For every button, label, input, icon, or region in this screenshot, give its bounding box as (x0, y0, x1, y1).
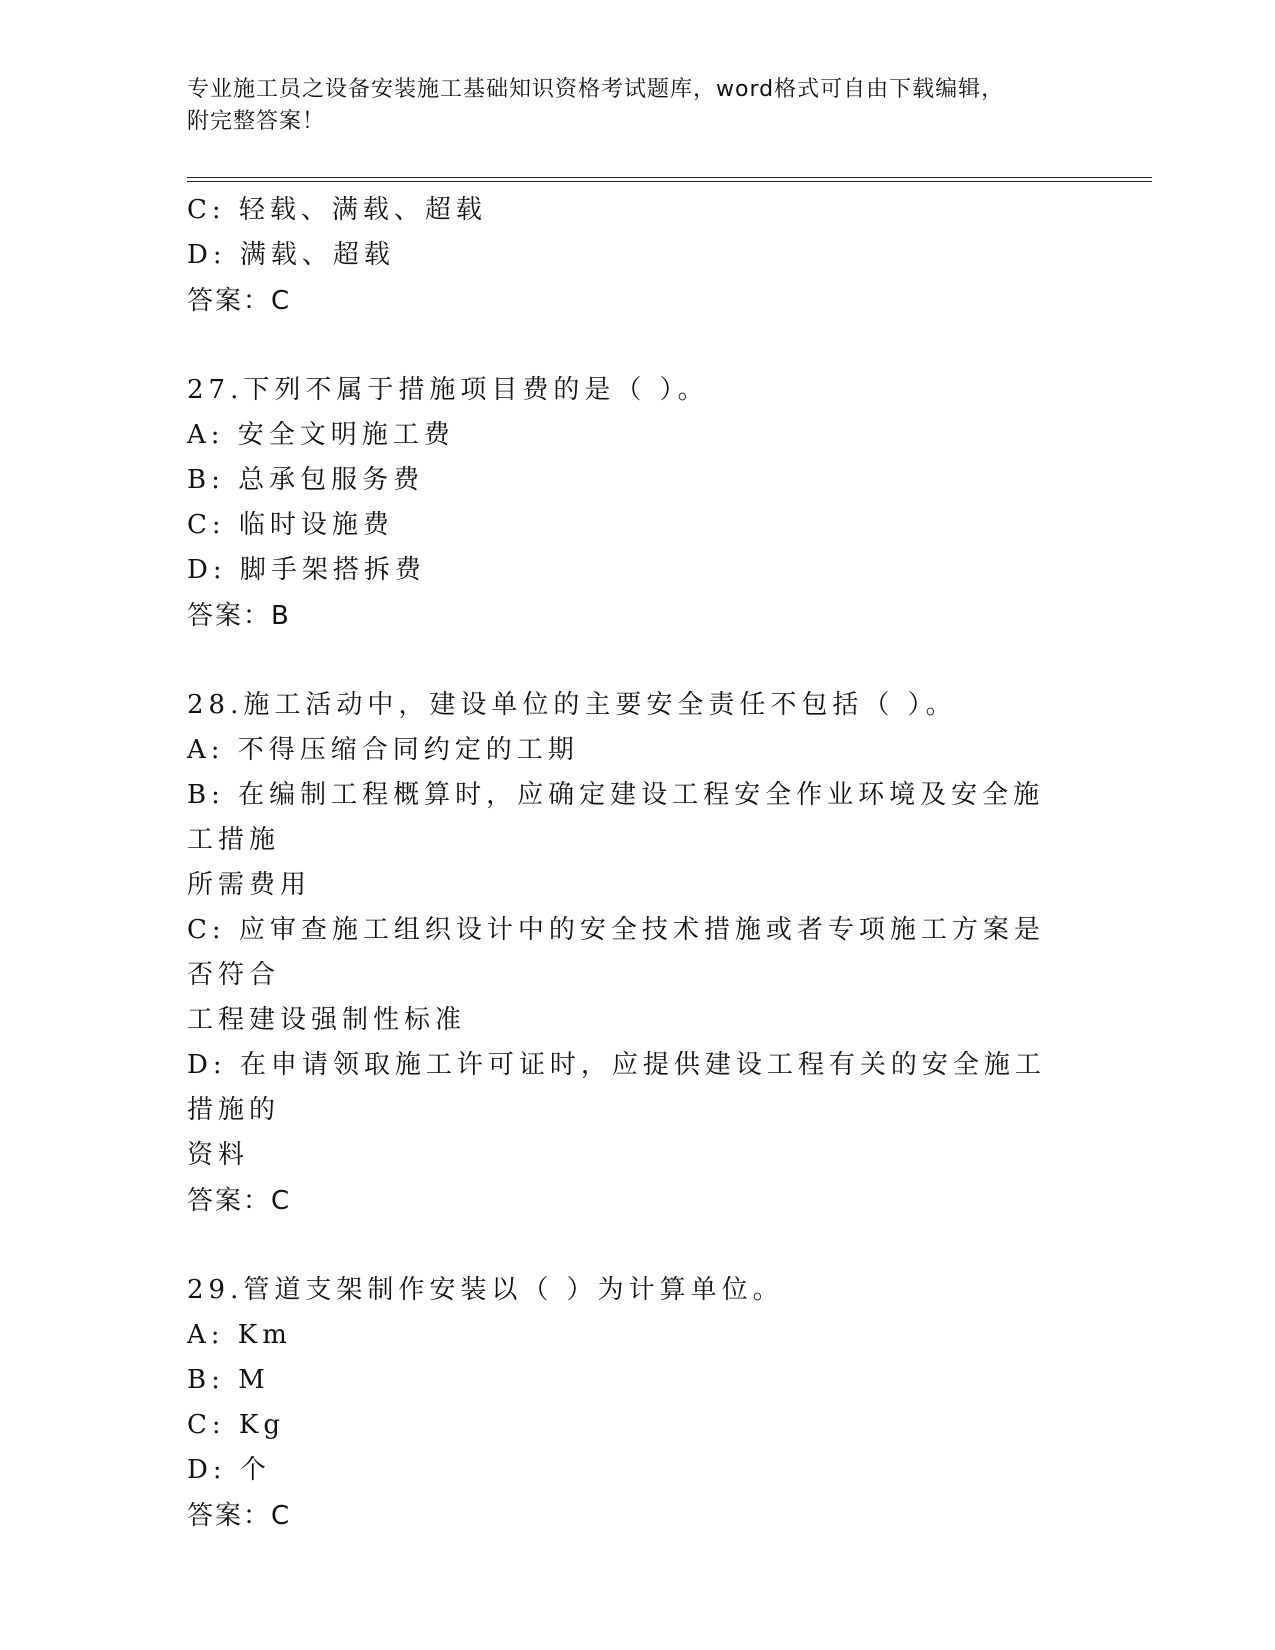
answer: 答案：C (187, 1186, 292, 1216)
question-28 (187, 683, 1067, 1225)
option-d: D: 满载、超载 (187, 240, 395, 270)
question-stem: 28.施工活动中，建设单位的主要安全责任不包括（ ）。 (187, 690, 957, 720)
answer: 答案：C (187, 1501, 292, 1531)
option-d: D: 个 (187, 1455, 271, 1485)
option-d: D: 脚手架搭拆费 (187, 555, 426, 585)
option-c: C: 应审查施工组织设计中的安全技术措施或者专项施工方案是否符合 (187, 915, 1045, 990)
option-c: C: 轻载、满载、超载 (187, 195, 487, 225)
option-d: D: 在申请领取施工许可证时，应提供建设工程有关的安全施工措施的 (187, 1050, 1046, 1125)
document-header (187, 74, 1087, 138)
question-stem: 27.下列不属于措施项目费的是（ ）。 (187, 375, 709, 405)
option-b-continued: 所需费用 (187, 870, 312, 900)
header-divider (187, 177, 1152, 182)
carryover-question (187, 188, 1067, 325)
spacer (187, 640, 1067, 683)
header-title-line-2: 附完整答案！ (187, 109, 326, 134)
option-b: B: 总承包服务费 (187, 465, 425, 495)
option-c: C: Kg (187, 1410, 285, 1440)
header-title-line-1: 专业施工员之设备安装施工基础知识资格考试题库，word格式可自由下载编辑， (187, 77, 1005, 102)
question-27 (187, 368, 1067, 640)
option-d-continued: 资料 (187, 1140, 250, 1170)
option-a: A: 不得压缩合同约定的工期 (187, 735, 579, 765)
answer: 答案：C (187, 286, 292, 316)
option-a: A: 安全文明施工费 (187, 420, 455, 450)
answer: 答案：B (187, 601, 291, 631)
spacer (187, 325, 1067, 368)
option-a: A: Km (187, 1320, 292, 1350)
document-body (187, 188, 1067, 1540)
option-c-continued: 工程建设强制性标准 (187, 1005, 467, 1035)
spacer (187, 1225, 1067, 1268)
option-b: B: M (187, 1365, 270, 1395)
question-29 (187, 1268, 1067, 1540)
option-b: B: 在编制工程概算时，应确定建设工程安全作业环境及安全施工措施 (187, 780, 1045, 855)
question-stem: 29.管道支架制作安装以（ ）为计算单位。 (187, 1275, 784, 1305)
option-c: C: 临时设施费 (187, 510, 394, 540)
